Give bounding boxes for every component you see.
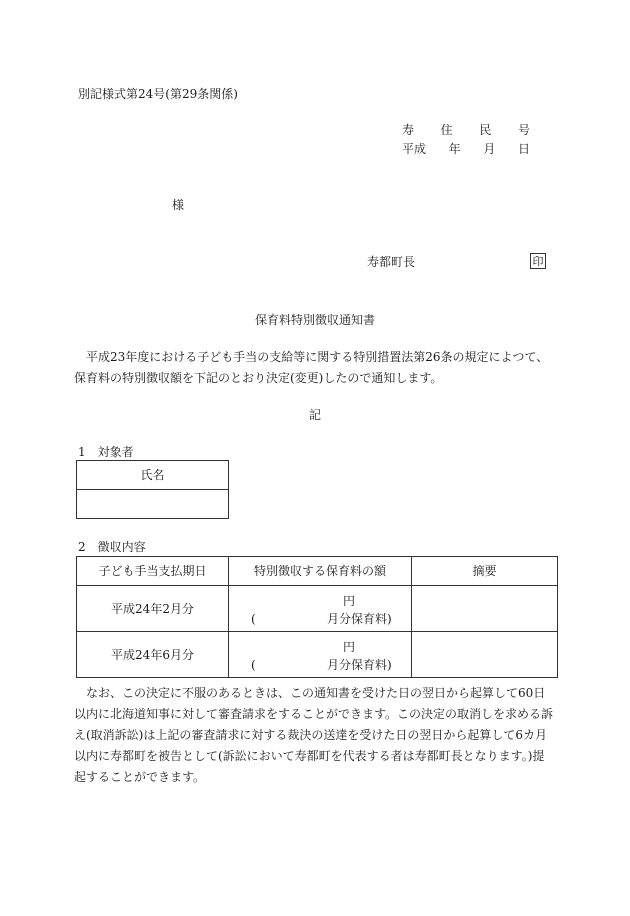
- month-fee-note: 月分保育料): [327, 658, 392, 672]
- col-payment-date: 子ども手当支払期日: [77, 557, 229, 586]
- date-line: [402, 143, 530, 155]
- address-char-4: 号: [517, 123, 530, 137]
- subject-table: [76, 460, 229, 519]
- row-remarks: [412, 632, 558, 678]
- open-paren: (: [251, 612, 256, 626]
- form-number: 別記様式第24号(第29条関係): [78, 87, 238, 101]
- address-char-2: 住: [440, 123, 453, 137]
- col-amount: 特別徴収する保育料の額: [229, 557, 412, 586]
- seal-box: 印: [530, 253, 546, 269]
- open-paren: (: [251, 658, 256, 672]
- issuer-name: 寿都町長: [367, 255, 416, 269]
- yen-label: 円: [343, 640, 356, 654]
- table-row: [77, 586, 558, 632]
- collection-table: [76, 556, 558, 678]
- address-char-1: 寿: [402, 123, 415, 137]
- month-fee-note: 月分保育料): [327, 612, 392, 626]
- row-remarks: [412, 586, 558, 632]
- date-era: 平成: [402, 142, 427, 156]
- ki-heading: 記: [308, 408, 321, 422]
- document-title: 保育料特別徴収通知書: [254, 313, 375, 327]
- appeal-note: なお、この決定に不服のあるときは、この通知書を受けた日の翌日から起算して60日以内に北海道知事に対して審査請求をすることができます。この決定の取消しを求める訴え(取消訴訟)は上記の審査請求に対する裁決の送達を受けた日の翌日から起算して6カ月以内に寿都町を被告として(訴訟において寿都町を代表する者は寿都町長となります。)提起することができます。: [74, 686, 554, 784]
- section2-heading: 2 徴収内容: [78, 540, 146, 554]
- row-date: 平成24年2月分: [77, 586, 229, 632]
- name-cell: [77, 490, 229, 519]
- yen-label: 円: [343, 594, 356, 608]
- section1-heading: 1 対象者: [78, 445, 134, 459]
- date-day: 日: [517, 142, 530, 156]
- row-date: 平成24年6月分: [77, 632, 229, 678]
- intro-paragraph: 平成23年度における子ども手当の支給等に関する特別措置法第26条の規定によつて、保育料の特別徴収額を下記のとおり決定(変更)したので通知します。: [74, 350, 549, 385]
- address-char-3: 民: [479, 123, 492, 137]
- row-amount: [229, 586, 412, 632]
- row-amount: [229, 632, 412, 678]
- recipient-suffix: 様: [172, 198, 185, 212]
- address-line: [402, 124, 530, 136]
- name-header: 氏名: [77, 461, 229, 490]
- table-row: [77, 632, 558, 678]
- date-month: 月: [483, 142, 496, 156]
- date-year: 年: [448, 142, 461, 156]
- col-remarks: 摘要: [412, 557, 558, 586]
